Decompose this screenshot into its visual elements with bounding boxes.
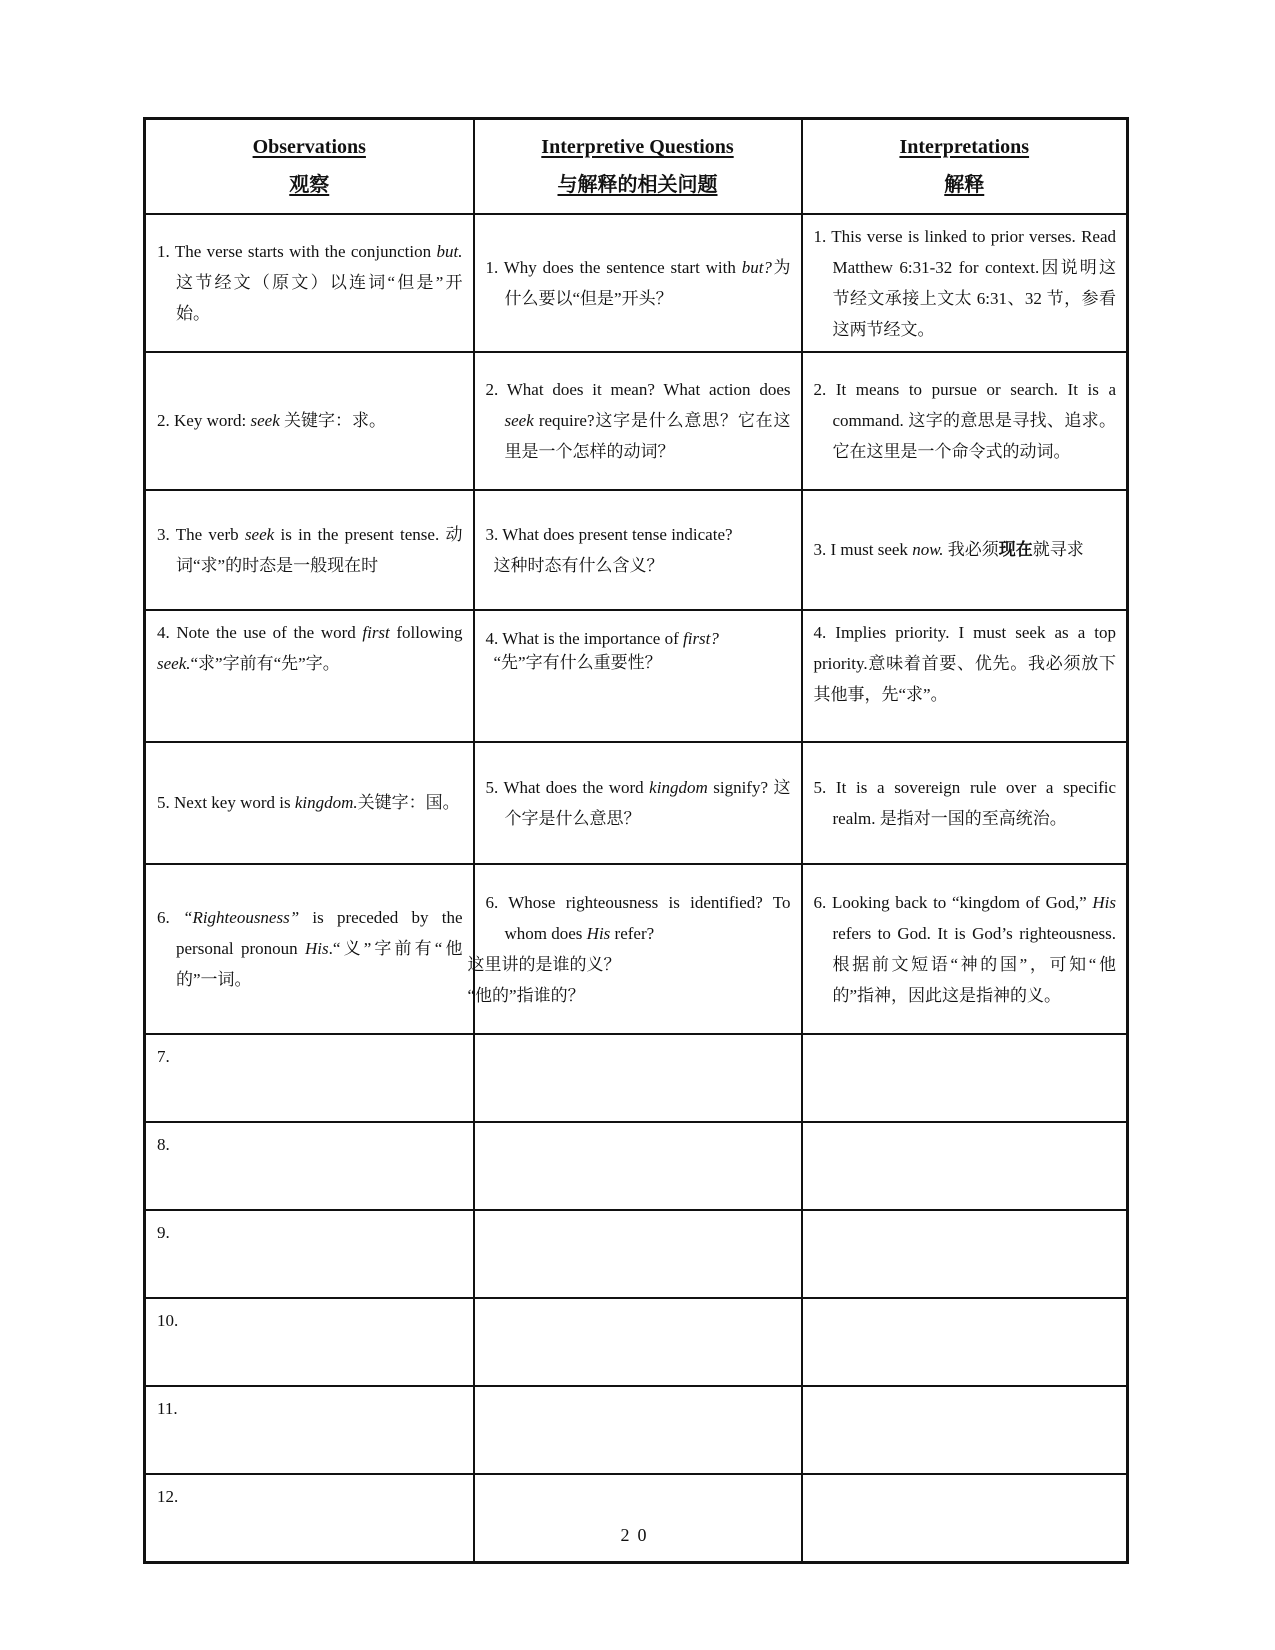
question-cell[interactable] [474,1034,802,1122]
question-cell: 1. Why does the sentence start with but?为什么要以“但是”开头？ [474,214,802,352]
header-row [145,119,1128,214]
observation-cell: 5. Next key word is kingdom.关键字：国。 [145,742,474,864]
interpretation-cell[interactable] [802,1474,1128,1563]
interpretation-cell: 4. Implies priority. I must seek as a top priority.意味着首要、优先。我必须放下其他事，先“求”。 [802,610,1128,742]
table-row-blank [145,1034,1128,1122]
interpretation-cell[interactable] [802,1210,1128,1298]
header-zh: 观察 [289,174,330,197]
observation-cell: 6. “Righteousness” is preceded by the personal pronoun His.“义”字前有“他的”一词。 [145,864,474,1034]
observation-cell: 3. The verb seek is in the present tense. 动词“求”的时态是一般现在时 [145,490,474,610]
interpretation-cell: 1. This verse is linked to prior verses. Read Matthew 6:31-32 for context.因说明这节经文承接上文太 6:31、32 节，参看这两节经文。 [802,214,1128,352]
interpretation-cell: 5. It is a sovereign rule over a specific realm. 是指对一国的至高统治。 [802,742,1128,864]
header-zh: 解释 [944,174,985,197]
interpretation-cell[interactable] [802,1386,1128,1474]
table-row [145,864,1128,1034]
question-cell: 4. What is the importance of first? “先”字有什么重要性？ [474,610,802,742]
observation-cell[interactable]: 8. [145,1122,474,1210]
table-row [145,490,1128,610]
question-cell[interactable] [474,1474,802,1563]
header-zh: 与解释的相关问题 [557,174,718,197]
interpretation-cell[interactable] [802,1034,1128,1122]
question-cell[interactable] [474,1210,802,1298]
observation-cell[interactable]: 10. [145,1298,474,1386]
header-en: Observations [252,136,366,159]
observation-cell: 1. The verse starts with the conjunction but.这节经文（原文）以连词“但是”开始。 [145,214,474,352]
study-table [143,117,1129,1564]
observation-cell: 2. Key word: seek 关键字：求。 [145,352,474,490]
table-row-blank [145,1474,1128,1563]
table-row-blank [145,1210,1128,1298]
page-number: 20 [620,1525,655,1545]
observation-cell[interactable]: 9. [145,1210,474,1298]
question-cell[interactable] [474,1386,802,1474]
table-row-blank [145,1298,1128,1386]
table-row [145,214,1128,352]
observation-cell: 4. Note the use of the word first following seek.“求”字前有“先”字。 [145,610,474,742]
header-interpretations [802,119,1128,214]
study-table-container [143,117,1126,1564]
interpretation-cell: 6. Looking back to “kingdom of God,” His refers to God. It is God’s righteousness.根据前文短语“神的国”，可知“他的”指神，因此这是指神的义。 [802,864,1128,1034]
question-cell: 2. What does it mean? What action does seek require?这字是什么意思？它在这里是一个怎样的动词？ [474,352,802,490]
interpretation-cell[interactable] [802,1122,1128,1210]
table-row [145,352,1128,490]
question-cell: 3. What does present tense indicate? 这种时态有什么含义？ [474,490,802,610]
interpretation-cell[interactable] [802,1298,1128,1386]
interpretation-cell: 2. It means to pursue or search. It is a command. 这字的意思是寻找、追求。它在这里是一个命令式的动词。 [802,352,1128,490]
observation-cell[interactable]: 7. [145,1034,474,1122]
header-observations [145,119,474,214]
observation-cell[interactable]: 12. [145,1474,474,1563]
question-cell[interactable] [474,1122,802,1210]
table-row-blank [145,1122,1128,1210]
header-interpretive-questions [474,119,802,214]
table-row-blank [145,1386,1128,1474]
question-cell: 6. Whose righteousness is identified? To whom does His refer? 这里讲的是谁的义？ “他的”指谁的？ [474,864,802,1034]
table-row [145,610,1128,742]
header-en: Interpretive Questions [541,136,734,159]
interpretation-cell: 3. I must seek now. 我必须现在就寻求 [802,490,1128,610]
header-en: Interpretations [899,136,1030,159]
question-cell[interactable] [474,1298,802,1386]
observation-cell[interactable]: 11. [145,1386,474,1474]
question-cell: 5. What does the word kingdom signify? 这个字是什么意思？ [474,742,802,864]
table-row [145,742,1128,864]
